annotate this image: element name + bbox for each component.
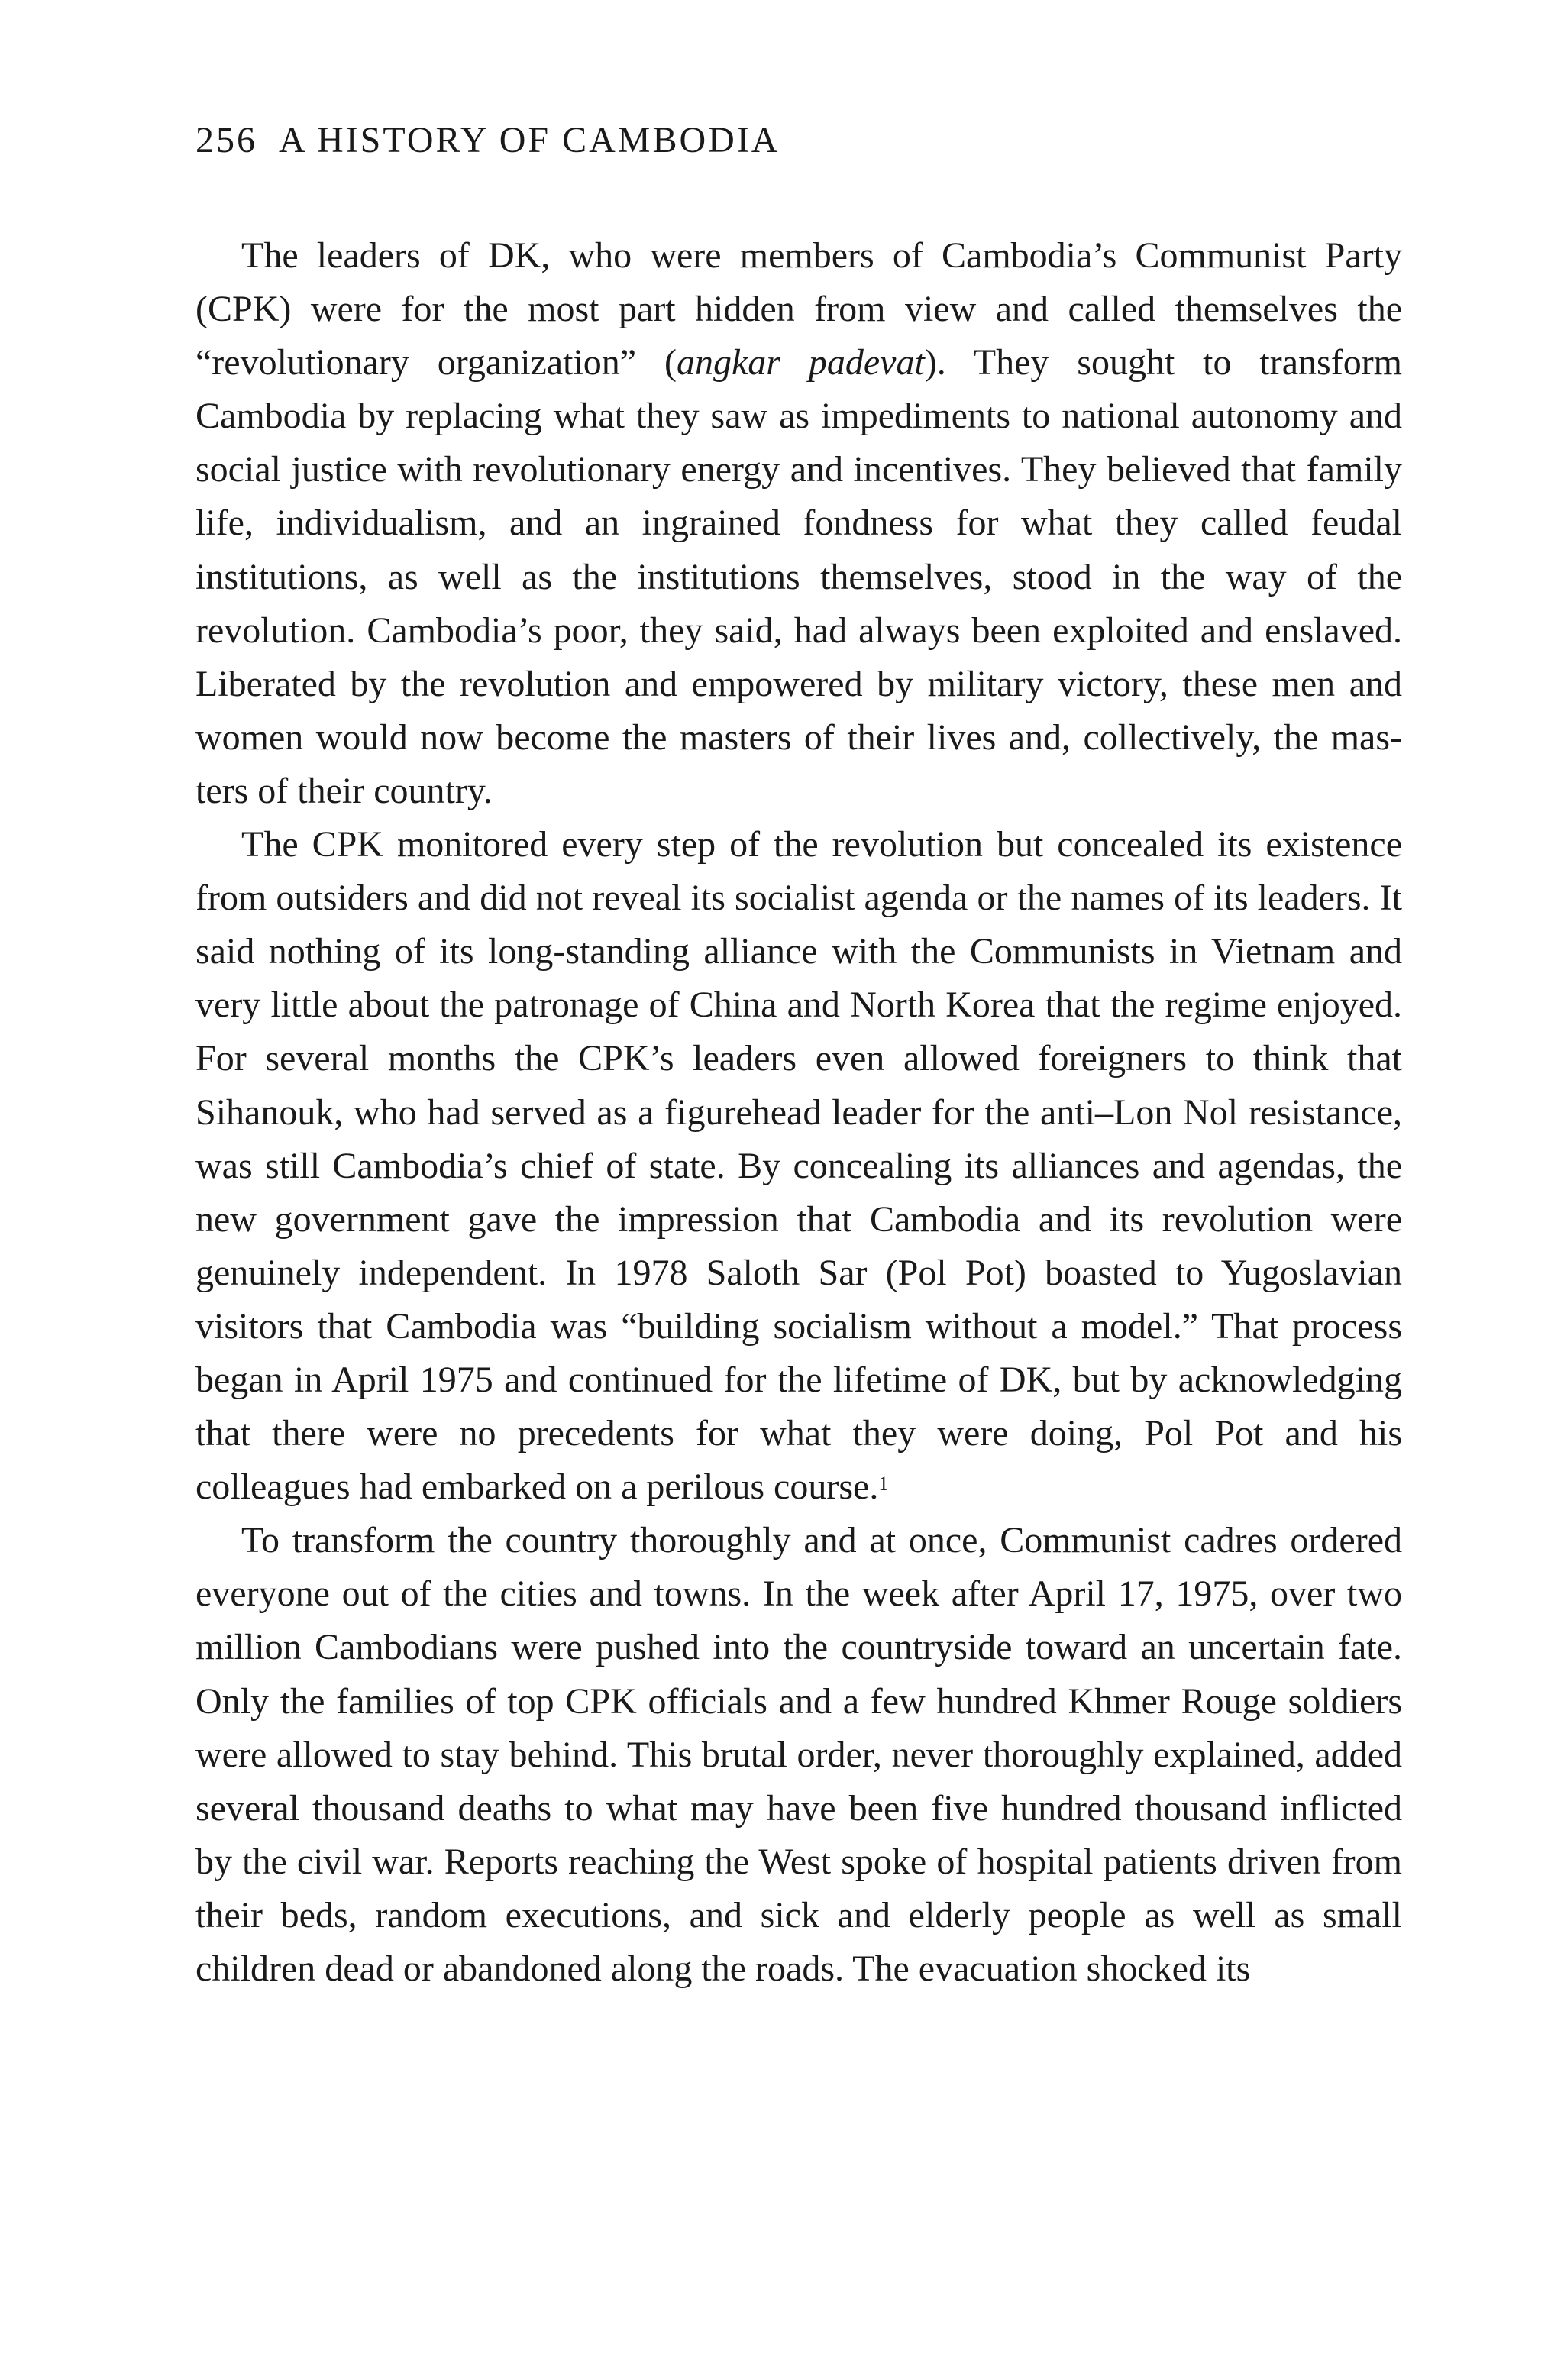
italic-term: angkar padevat [676,342,925,383]
paragraph-1 [196,229,1402,818]
paragraph-2-text: The CPK monitored every step of the revolution but concealed its existence from outsiders and did not reveal its socialist agenda or the names of its leaders. It said nothing of its long-standing alliance with the Communists in Vietnam and very little about the patronage of China and North Korea that the regime enjoyed. For several months the CPK’s leaders even allowed foreigners to think that Sihanouk, who had served as a figurehead leader for the anti–Lon Nol resistance, was still Cambodia’s chief of state. By concealing its alliances and agendas, the new government gave the impression that Cambodia and its revolution were genuinely independent. In 1978 Saloth Sar (Pol Pot) boasted to Yugoslavian visitors that Cambodia was “building socialism without a model.” That process began in April 1975 and continued for the lifetime of DK, but by acknowledging that there were no precedents for what they were doing, Pol Pot and his colleagues had embarked on a perilous course. [196,824,1402,1508]
footnote-reference[interactable]: 1 [878,1473,889,1496]
page-body [196,229,1402,1996]
paragraph-2 [196,818,1402,1514]
running-title: A HISTORY OF CAMBODIA [279,120,780,160]
paragraph-1-text-b: ). They sought to transform Cambodia by replacing what they saw as impediments to national autonomy and social justice with revolutionary energy and incentives. They believed that family life, individualism, and an ingrained fondness for what they called feudal institutions, as well as the institutions themselves, stood in the way of the revolution. Cambodia’s poor, they said, had always been exploited and enslaved. Liberated by the revolution and empowered by military victory, these men and women would now become the masters of their lives and, collectively, the masters of their country. [196,342,1403,811]
paragraph-3-text: To transform the country thoroughly and at once, Communist cadres ordered everyone out of the cities and towns. In the week after April 17, 1975, over two million Cambodians were pushed into the countryside toward an uncertain fate. Only the families of top CPK officials and a few hundred Khmer Rouge soldiers were allowed to stay behind. This brutal order, never thoroughly explained, added several thousand deaths to what may have been five hundred thousand inflicted by the civil war. Reports reaching the West spoke of hospital patients driven from their beds, random executions, and sick and elderly people as well as small children dead or abandoned along the roads. The evacuation shocked its [196,1520,1402,1989]
page-number: 256 [196,120,257,160]
paragraph-3 [196,1514,1402,1996]
running-header [196,122,780,159]
paragraph-1-text-a: The leaders of DK, who were members of Cambodia’s Communist Party (CPK) were for the most part hidden from view and called themselves the “revolutionary organization” ( [196,235,1402,383]
